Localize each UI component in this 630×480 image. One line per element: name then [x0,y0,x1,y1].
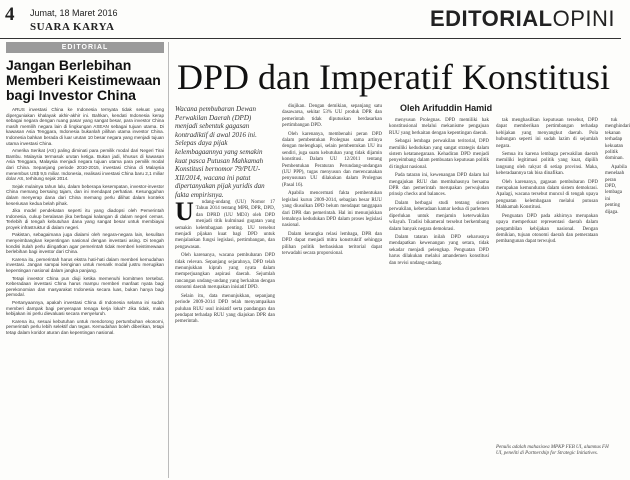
editorial-paragraph: Sejak mulainya tahun lalu, dalam beberapa kesempatan, investor-investor China memang bersaing tajam, dan ini mendapat perhatian. Kesungguhan dalam menyerap dana dari China memang perlu dilihat dalam konteks keseriusan kedua belah pihak. [6,183,164,206]
newspaper-name: SUARA KARYA [30,21,115,33]
editorial-paragraph: Amerika Serikat (AS) paling diminati para pemilik modal dari Negeri Tirai Bambu. Malaysia termasuk urutan ketiga. Bukan jadi, khusus di kawasan Asia Tenggara, Malaysia menjadi negara tujuan utama para pemilik modal dari China. Sepanjang periode 2010-2015, investasi China di Malaysia menembus US$ 9,5 miliar. Indonesia, realisasi investasi China baru 2,1 miliar dolar AS, terhitung sejak 2014. [6,148,164,182]
editorial-title: Jangan Berlebihan Memberi Keistimewaan bagi Investor China [6,57,161,103]
article-column-5 [605,118,630,476]
column-divider [168,42,169,478]
article-paragraph: Dalam tataran inilah DPD seharusnya mendapatkan kewenangan yang setara, tidak sekadar menjadi pelengkap. Penguatan DPD harus dilakukan melalui amandemen konstitusi dan revisi undang-undang. [389,234,489,266]
editorial-tag: EDITORIAL [6,42,164,53]
article-paragraph: ndang-undang (UU) Nomor 17 Tahun 2014 tentang MPR, DPR, DPD, dan DPRD (UU MD3) oleh DPD menjadi titik kulminasi gugatan yang semakin kelembagaan penting. UU tersebut menjadi pijakan kuat bagi DPD untuk menjalankan fungsi legislasi, pertimbangan, dan pengawasan. [175,200,275,250]
article-lede [175,105,273,203]
editorial-paragraph: Pertanyaannya, apakah investasi China di Indonesia selama ini sudah memberi dampak bagi penyerapan tenaga kerja lokal? Jika tidak, maka kebijakan ini perlu dievaluasi secara menyeluruh. [6,300,164,317]
drop-cap: U [175,197,194,226]
article-column-1 [175,197,275,476]
editorial-body [6,107,164,336]
article-paragraph: Semua itu karena lembaga perwakilan daerah memiliki legitimasi politik yang kuat, dipilih langsung oleh rakyat di setiap provinsi. Maka, keberadaannya tak bisa dinafikan. [496,152,598,177]
article-paragraph: menyusun Prolegnas. DPD memiliki hak konstitusional melalui mekanisme pengajuan RUU yang berkaitan dengan kepentingan daerah. [389,118,489,136]
article-paragraph: Selain itu, data menunjukkan, sepanjang periode 2009-2014 DPD telah menyampaikan puluhan RUU usul inisiatif serta pandangan dan pendapat terhadap RUU yang diajukan DPR dan pemerintah. [175,293,275,325]
article-paragraph: Oleh karenanya, wacana pembubaran DPD tidak relevan. Sepanjang sejarahnya, DPD telah menunjukkan kiprah yang nyata dalam memperjuangkan aspirasi daerah. Sejumlah rancangan undang-undang yang berkaitan dengan otonomi daerah merupakan inisiatif DPD. [175,253,275,291]
article-paragraph: Pada tataran ini, kewenangan DPD dalam hal mengajukan RUU dan membahasnya bersama DPR dan pemerintah merupakan perwujudan prinsip checks and balances. [389,173,489,198]
section-title-thin: OPINI [552,6,615,31]
article-paragraph: Apabila mencermati fakta pembentukan legislasi kurun 2009-2014, sebagian besar RUU yang diusulkan DPD belum mendapat tanggapan dari DPR dan pemerintah. Hal ini menunjukkan lemahnya kedudukan DPD dalam proses legislasi nasional. [282,191,382,229]
article-column-3 [389,118,489,476]
article-paragraph: Apabila menelaah peran DPD, lembaga ini penting dijaga. [605,164,627,215]
publication-date: Jumat, 18 Maret 2016 [30,8,118,18]
editorial-paragraph: Pakistan, sebagaimana juga dialami oleh negara-negara lain, kesulitan menyeimbangkan kepentingan nasional dengan investasi asing. Di tengah kondisi itulah perlu diingatkan agar pemerintah tidak memberi keistimewaan berlebihan bagi investor dari China. [6,232,164,255]
editorial-paragraph: ARUS investasi China ke Indonesia ternyata tidak sekuat yang diperguniakan khalayak akhir-akhir ini. Bahkan, kendati Indonesia kerap sebagai negara dengan ruang pasar yang sangat besar, para investor China masih memilih negara lain di lingkungan ASEAN sebagai tujuan utama. Di kawasan Asia Tenggara, Indonesia bukanlah pilihan utama investor China. Indonesia bahkan berada di luar urutan 10 besar negara yang menjadi tujuan utama investasi China. [6,107,164,146]
page-number: 4 [5,4,15,25]
article-column-2 [282,104,382,476]
header-rule [0,38,621,39]
editorial-paragraph: Jika model pendekatan seperti itu yang diadopsi oleh Pemerintah Indonesia, cukup beralasan jika berbagai kalangan di dalam negeri cemas. Terlebih di tengah kebutuhan dana yang sangat besar untuk membiayai proyek infrastruktur di dalam negeri. [6,208,164,230]
section-title-bold: EDITORIAL [429,6,553,31]
lede-paragraph: Wacana pembubaran Dewan Perwakilan Daerah (DPD) menjadi sebentuk gagasan kontradiktif di awal 2016 ini. Selepas daya pijak kelembagaannya yang semakin kuat pasca Putusan Mahkamah Konstitusi bernomor 79/PUU-XII/2014, wacana ini patut dipertanyakan pijak yuridis dan fakta empirisnya. [175,105,265,199]
article-paragraph: Oleh karenanya, membenahi peran DPD dalam pembentukan Prolegnas sama artinya dengan melengkapi, selain pembentukan UU itu sendiri, juga suatu kebutuhan yang tidak dijamin konstitusi. Dalam UU 12/2011 tentang Pembentukan Peraturan Perundang-undangan (UU PPP), tugas menyusun dan merencanakan penyusunan UU dilakukan dalam Prolegnas (Pasal 16). [282,131,382,188]
editorial-paragraph: Karena itu, sesuai kebutuhan untuk mendorong pertumbuhan ekonomi, pemerintah perlu lebih selektif dan tegas. Kemudahan boleh diberikan, tetapi tetap dalam koridor aturan dan kepentingan nasional. [6,318,164,335]
editorial-paragraph: Tetapi investor China pun diuji ketika memenuhi komitmen tersebut. Keberadaan investasi China harus mampu memberi manfaat nyata bagi perekonomian dan masyarakat Indonesia secara luas, bukan hanya bagi pemodal. [6,275,164,298]
article-column-4 [496,118,598,476]
article-paragraph: tuk menghindari tekanan terhadap kekuatan politik dominan. [605,118,630,162]
article-paragraph: Penguatan DPD pada akhirnya merupakan upaya memperkuat representasi daerah dalam pengambilan kebijakan nasional. Dengan demikian, tujuan otonomi daerah dan pemerataan pembangunan dapat terwujud. [496,213,598,245]
article-paragraph: Oleh karenanya, gagasan pembubaran DPD merupakan kemunduran dalam sistem demokrasi. Apalagi, wacana tersebut muncul di tengah upaya penguatan kelembagaan melalui putusan Mahkamah Konstitusi. [496,179,598,211]
editorial-column [6,42,164,478]
article-title: DPD dan Imperatif Konstitusi [177,57,610,97]
article-paragraph: Dalam kerangka relasi lembaga, DPR dan DPD dapat menjadi mitra konstruktif sehingga pilihan politik berbasiskan teritorial dapat terwadahi secara proporsional. [282,231,382,256]
section-title [430,6,615,32]
editorial-paragraph: Karena itu, pemerintah harus ekstra hati-hati dalam memberi kemudahan investasi. Jangan sampai keinginan untuk menarik modal justru merugikan kepentingan nasional dalam jangka panjang. [6,256,164,274]
article-paragraph: diujikan. Dengan demikian, sepanjang satu dasawarsa, sekitar 53% UU produk DPR dan pemerintah tidak diputuskan berdasarkan pertimbangan DPD. [282,104,382,129]
article-author: Oleh Arifuddin Hamid [400,103,493,113]
article-paragraph: Sebagai lembaga perwakilan teritorial, DPD memiliki kedudukan yang sangat strategis dalam sistem ketatanegaraan. Kehadiran DPD menjadi penyeimbang dalam pembuatan keputusan politik di tingkat nasional. [389,139,489,170]
author-bio: Penulis adalah mahasiswa MPKP FEB UI, alumnus FH UI, peneliti di Partnership for Strategic Initiatives. [496,445,609,456]
article-paragraph: tak menghasilkan keputusan tersebut, DPD dapat memberikan pertimbangan terhadap kebijakan yang menyangkut daerah. Pola hubungan seperti ini sudah lazim di sejumlah negara. [496,118,598,149]
masthead [0,0,621,38]
article-paragraph: Dalam berbagai studi tentang sistem perwakilan, keberadaan kamar kedua di parlemen diperlukan untuk menjamin keterwakilan wilayah. Tradisi bikameral tersebut berkembang dalam banyak negara demokrasi. [389,200,489,232]
